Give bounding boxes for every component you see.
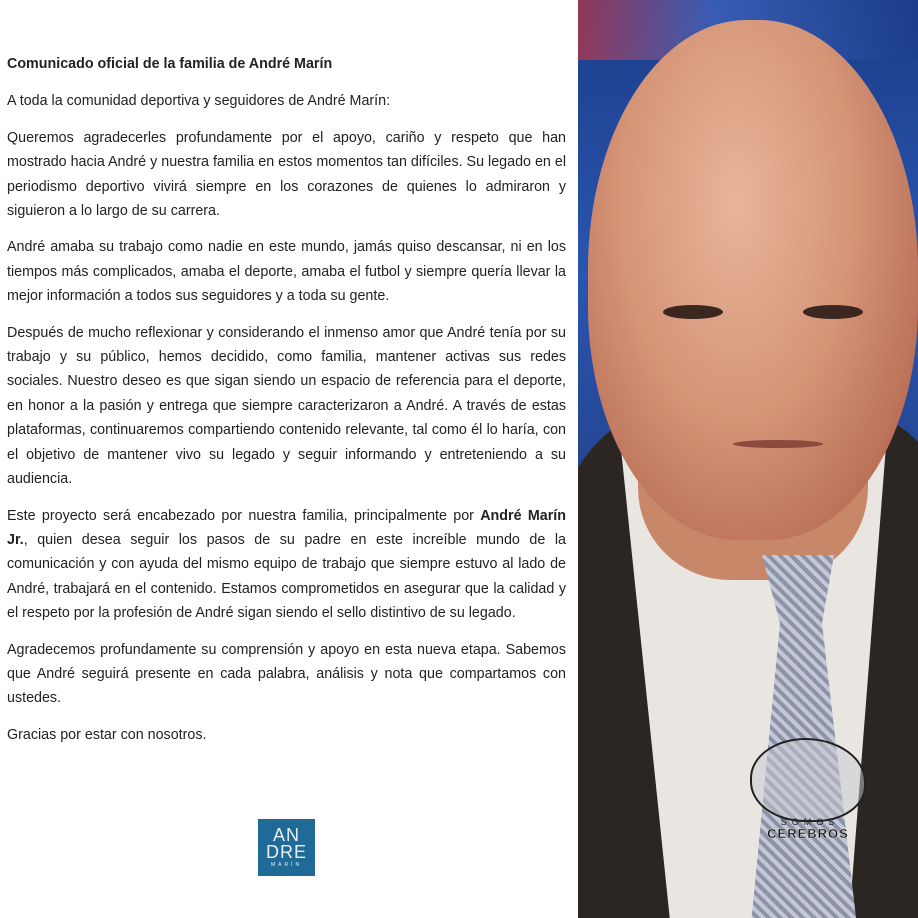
- andre-marin-logo: [258, 819, 315, 876]
- watermark-text: CEREBROS: [767, 826, 849, 841]
- mouth: [733, 440, 823, 448]
- paragraph: Agradecemos profundamente su comprensión y apoyo en esta nueva etapa. Sabemos que André seguirá presente en cada palabra, análisis y nota que compartamos con ustedes.: [7, 641, 566, 707]
- closing: Gracias por estar con nosotros.: [7, 726, 207, 743]
- eye: [803, 305, 863, 319]
- statement-text: [7, 52, 566, 759]
- greeting: A toda la comunidad deportiva y seguidores de André Marín:: [7, 93, 391, 110]
- logo-line: AN: [272, 825, 300, 845]
- paragraph: Queremos agradecerles profundamente por el apoyo, cariño y respeto que han mostrado hacia André y nuestra familia en estos momentos tan difíciles. Su legado en el periodismo deportivo vivirá siempre en los corazones de quienes lo admiraron y siguieron a lo largo de su carrera.: [7, 129, 566, 220]
- portrait-photo: [578, 0, 918, 918]
- paragraph-text: Este proyecto será encabezado por nuestra familia, principalmente por: [7, 507, 481, 524]
- paragraph: André amaba su trabajo como nadie en este mundo, jamás quiso descansar, ni en los tiempos más complicados, amaba el deporte, amaba el futbol y siempre quería llevar la mejor información a todos sus seguidores y a toda su gente.: [7, 239, 566, 305]
- paragraph-text: , quien desea seguir los pasos de su padre en este increíble mundo de la comunicación y con ayuda del mismo equipo de trabajo que siempre estuvo al lado de André, trabajará en el contenido. Estamos comprometidos en asegurar que la calidad y el respeto por la profesión de André sigan siendo el sello distintivo de su legado.: [7, 531, 566, 622]
- paragraph: [7, 504, 566, 626]
- face: [588, 20, 918, 540]
- eye: [663, 305, 723, 319]
- logo-line: DRE: [265, 842, 307, 862]
- watermark-text: SOMOS: [780, 817, 840, 827]
- document-title: Comunicado oficial de la familia de André Marín: [7, 56, 333, 72]
- brain-icon: [750, 738, 866, 822]
- paragraph: Después de mucho reflexionar y considerando el inmenso amor que André tenía por su trabajo y su público, hemos decidido, como familia, mantener activas sus redes sociales. Nuestro deseo es que sigan siendo un espacio de referencia para el deporte, en honor a la pasión y entrega que siempre caracterizaron a André. A través de estas plataformas, continuaremos compartiendo contenido relevante, tal como él lo haría, con el objetivo de mantener vivo su legado y seguir informando y entreteniendo a su audiencia.: [7, 324, 566, 488]
- logo-line: MARÍN: [270, 862, 303, 868]
- bold-name: André Marín Jr.: [7, 507, 566, 548]
